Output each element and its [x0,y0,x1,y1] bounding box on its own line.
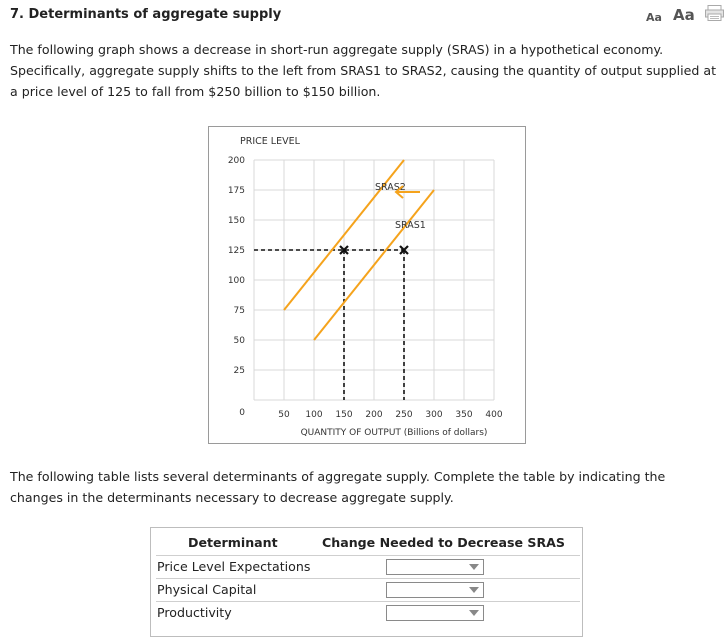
change-dropdown-productivity[interactable] [386,605,484,621]
shift-left-arrow-icon [396,186,420,198]
y-tick-label: 25 [233,366,245,376]
determinant-label: Price Level Expectations [157,559,311,574]
intro-paragraph: The following graph shows a decrease in short-run aggregate supply (SRAS) in a hypothetical economy. Specifically, aggregate supply shifts to the left from SRAS1 to SRAS2, causing the quantity of output supplied at a price level of 125 to fall from $250 billion to $150 billion. [10,42,717,99]
dropdown-arrow-icon [469,587,479,593]
determinants-table [150,527,583,637]
y-axis-label: PRICE LEVEL [240,136,300,147]
y-tick-label: 125 [227,246,245,256]
y-tick-label: 0 [239,408,245,418]
y-tick-label: 50 [233,336,245,346]
x-tick-label: 250 [395,410,413,420]
x-axis-label: QUANTITY OF OUTPUT (Billions of dollars) [300,428,488,438]
question-title: 7. Determinants of aggregate supply [10,7,282,22]
table-row [156,578,580,601]
sras2-label: SRAS2 [375,182,406,193]
table-row [156,601,580,624]
instructions-paragraph: The following table lists several determinants of aggregate supply. Complete the table by indicating the changes in the determinants necessary to decrease aggregate supply. [10,469,666,505]
determinant-label: Productivity [157,605,232,620]
font-decrease-button[interactable]: Aa [646,11,662,24]
x-tick-label: 400 [485,410,503,420]
x-tick-label: 300 [425,410,443,420]
column-header-change: Change Needed to Decrease SRAS [322,535,565,550]
column-header-determinant: Determinant [188,535,278,550]
print-icon[interactable] [705,5,724,21]
x-tick-label: 100 [305,410,323,420]
change-dropdown-price-level-expectations[interactable] [386,559,484,575]
dropdown-arrow-icon [469,564,479,570]
table-row [156,555,580,578]
x-tick-label: 200 [365,410,383,420]
y-tick-label: 175 [227,186,245,196]
y-tick-label: 75 [233,306,245,316]
x-tick-label: 150 [335,410,353,420]
x-tick-label: 50 [278,410,290,420]
determinant-label: Physical Capital [157,582,257,597]
sras-graph [208,126,526,444]
y-tick-label: 200 [227,156,245,166]
change-dropdown-physical-capital[interactable] [386,582,484,598]
dropdown-arrow-icon [469,610,479,616]
sras1-label: SRAS1 [395,220,426,231]
x-tick-label: 350 [455,410,473,420]
y-tick-label: 150 [227,216,245,226]
y-tick-label: 100 [227,276,245,286]
font-increase-button[interactable]: Aa [673,6,695,24]
